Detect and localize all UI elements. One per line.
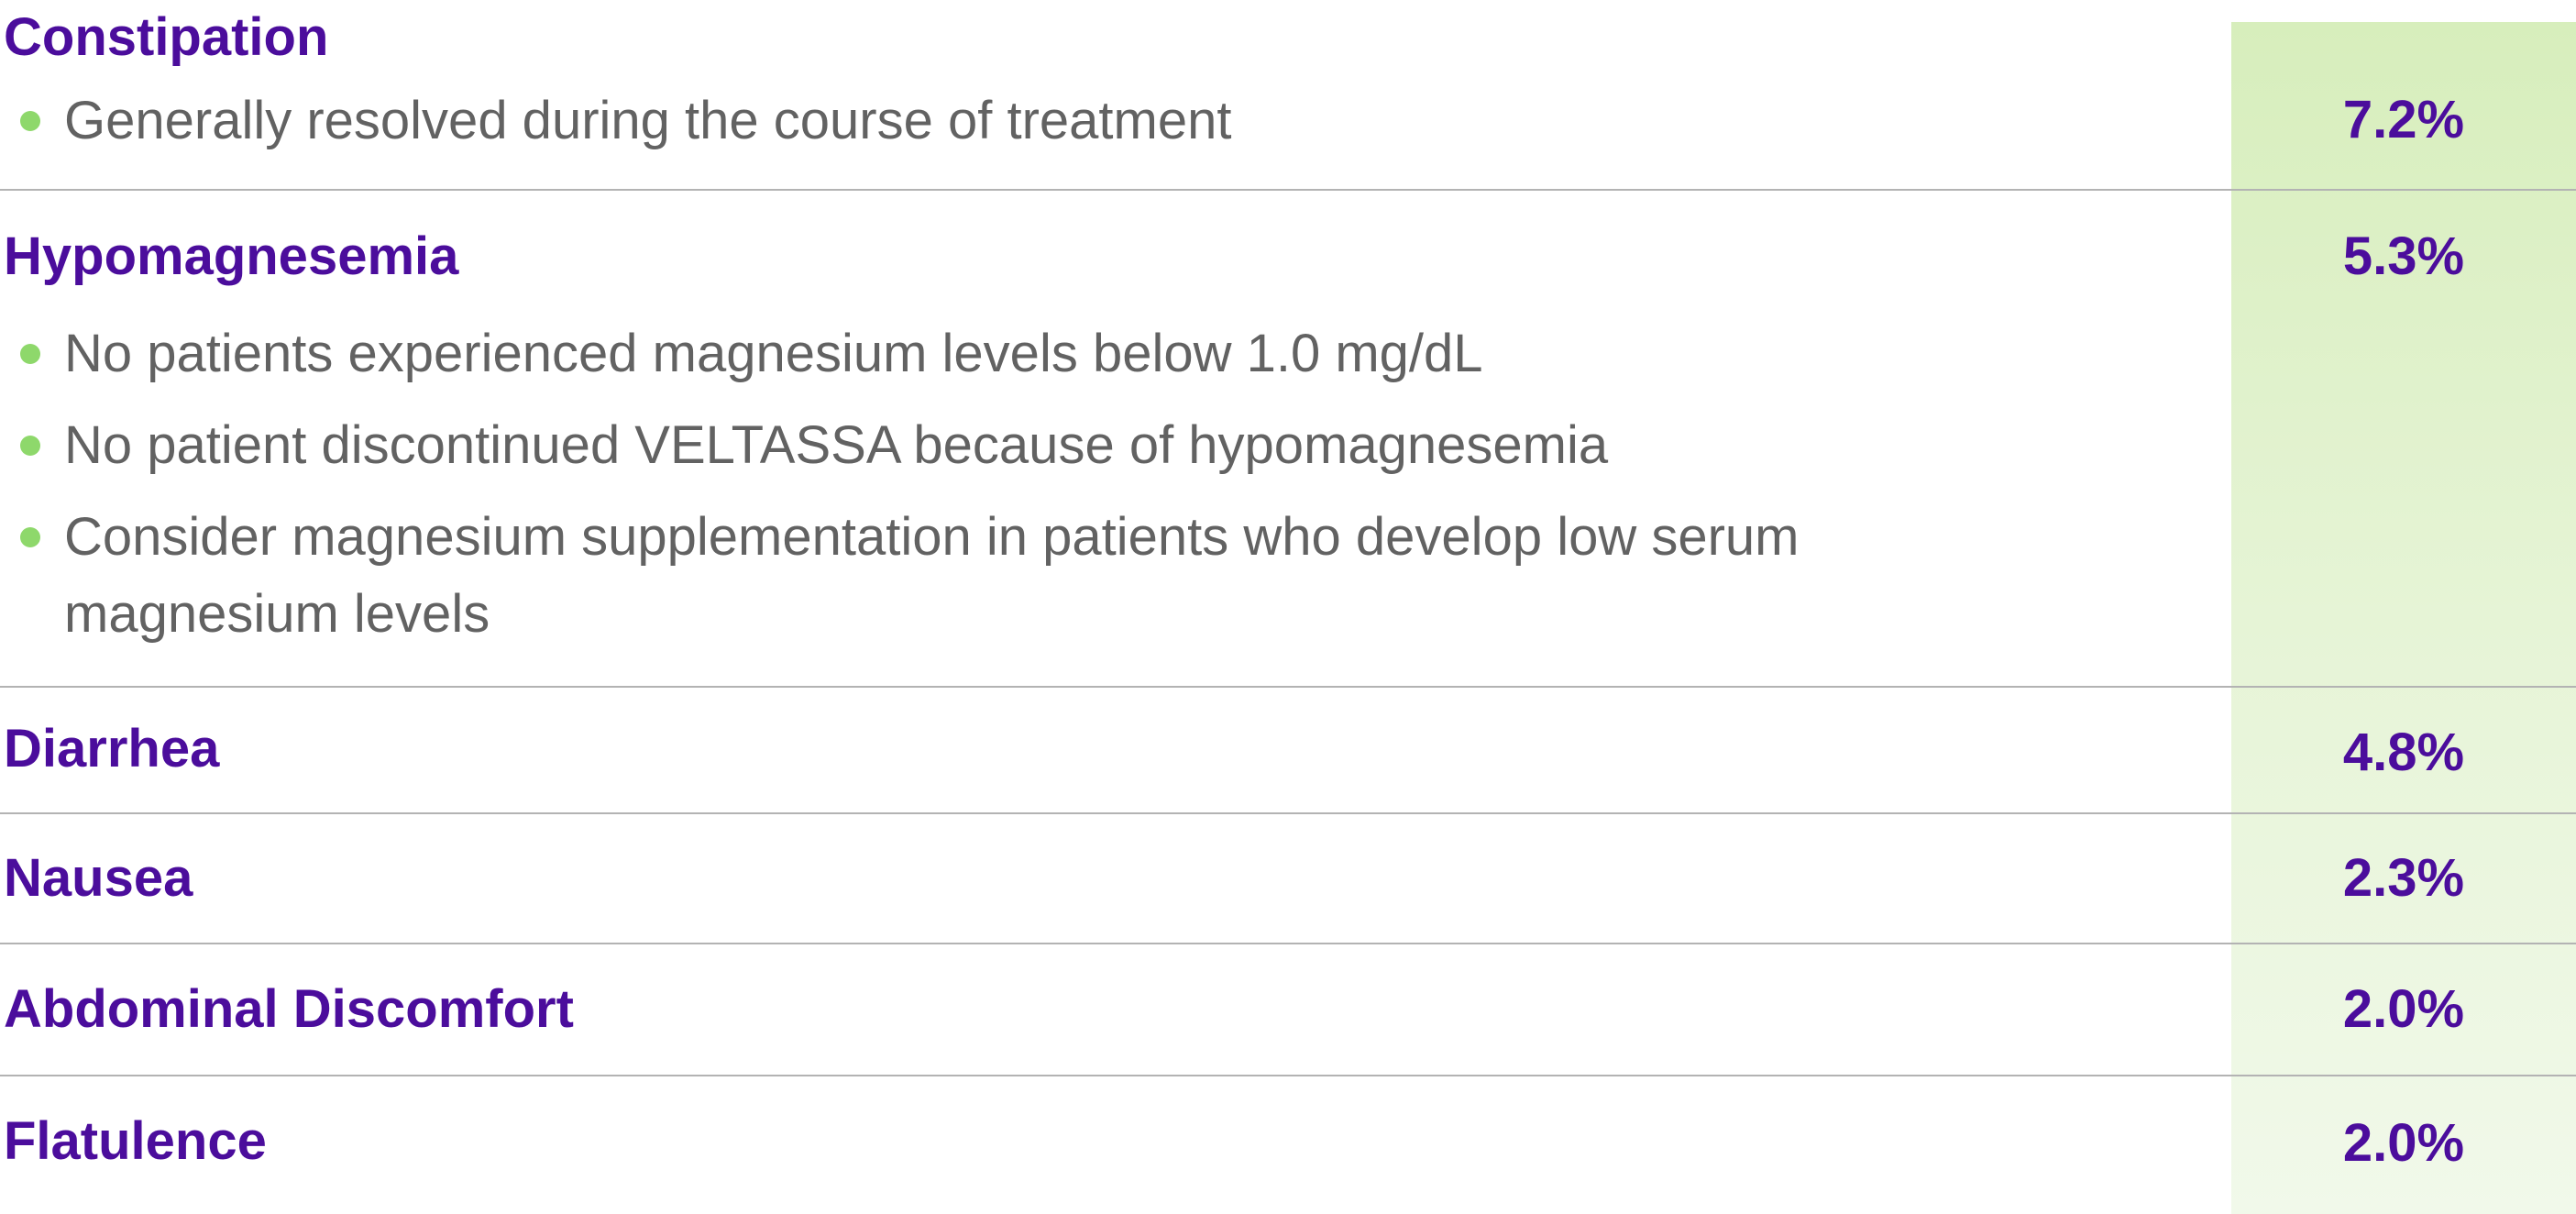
table-row-abdominal-discomfort: [0, 944, 2576, 1075]
table-row-hypomagnesemia: [0, 191, 2576, 686]
bullet-icon: [20, 436, 40, 456]
bullet-icon: [20, 527, 40, 547]
bullet-text: Generally resolved during the course of treatment: [64, 91, 1232, 150]
bullet-text: No patient discontinued VELTASSA because of hypomagnesemia: [64, 415, 1609, 475]
row-percentage: 7.2%: [2342, 90, 2465, 149]
row-percentage: 5.3%: [2342, 226, 2465, 286]
row-term: Hypomagnesemia: [4, 226, 459, 286]
row-term: Nausea: [4, 848, 193, 908]
bullet-icon: [20, 344, 40, 364]
bullet-text: Consider magnesium supplementation in patients who develop low serum magnesium levels: [64, 507, 1800, 644]
row-term: Diarrhea: [4, 719, 220, 778]
row-term: Flatulence: [4, 1111, 267, 1171]
bullet-icon: [20, 111, 40, 131]
row-percentage: 2.0%: [2342, 979, 2465, 1039]
table-row-nausea: [0, 814, 2576, 943]
row-percentage: 2.0%: [2342, 1113, 2465, 1173]
table-row-flatulence: [0, 1076, 2576, 1214]
table-row-diarrhea: [0, 688, 2576, 812]
bullet-text: No patients experienced magnesium levels below 1.0 mg/dL: [64, 324, 1483, 383]
row-percentage: 4.8%: [2342, 723, 2465, 782]
table-row-constipation: [0, 0, 2576, 189]
row-percentage: 2.3%: [2342, 848, 2465, 908]
row-term: Abdominal Discomfort: [4, 979, 574, 1039]
row-term: Constipation: [4, 7, 329, 67]
